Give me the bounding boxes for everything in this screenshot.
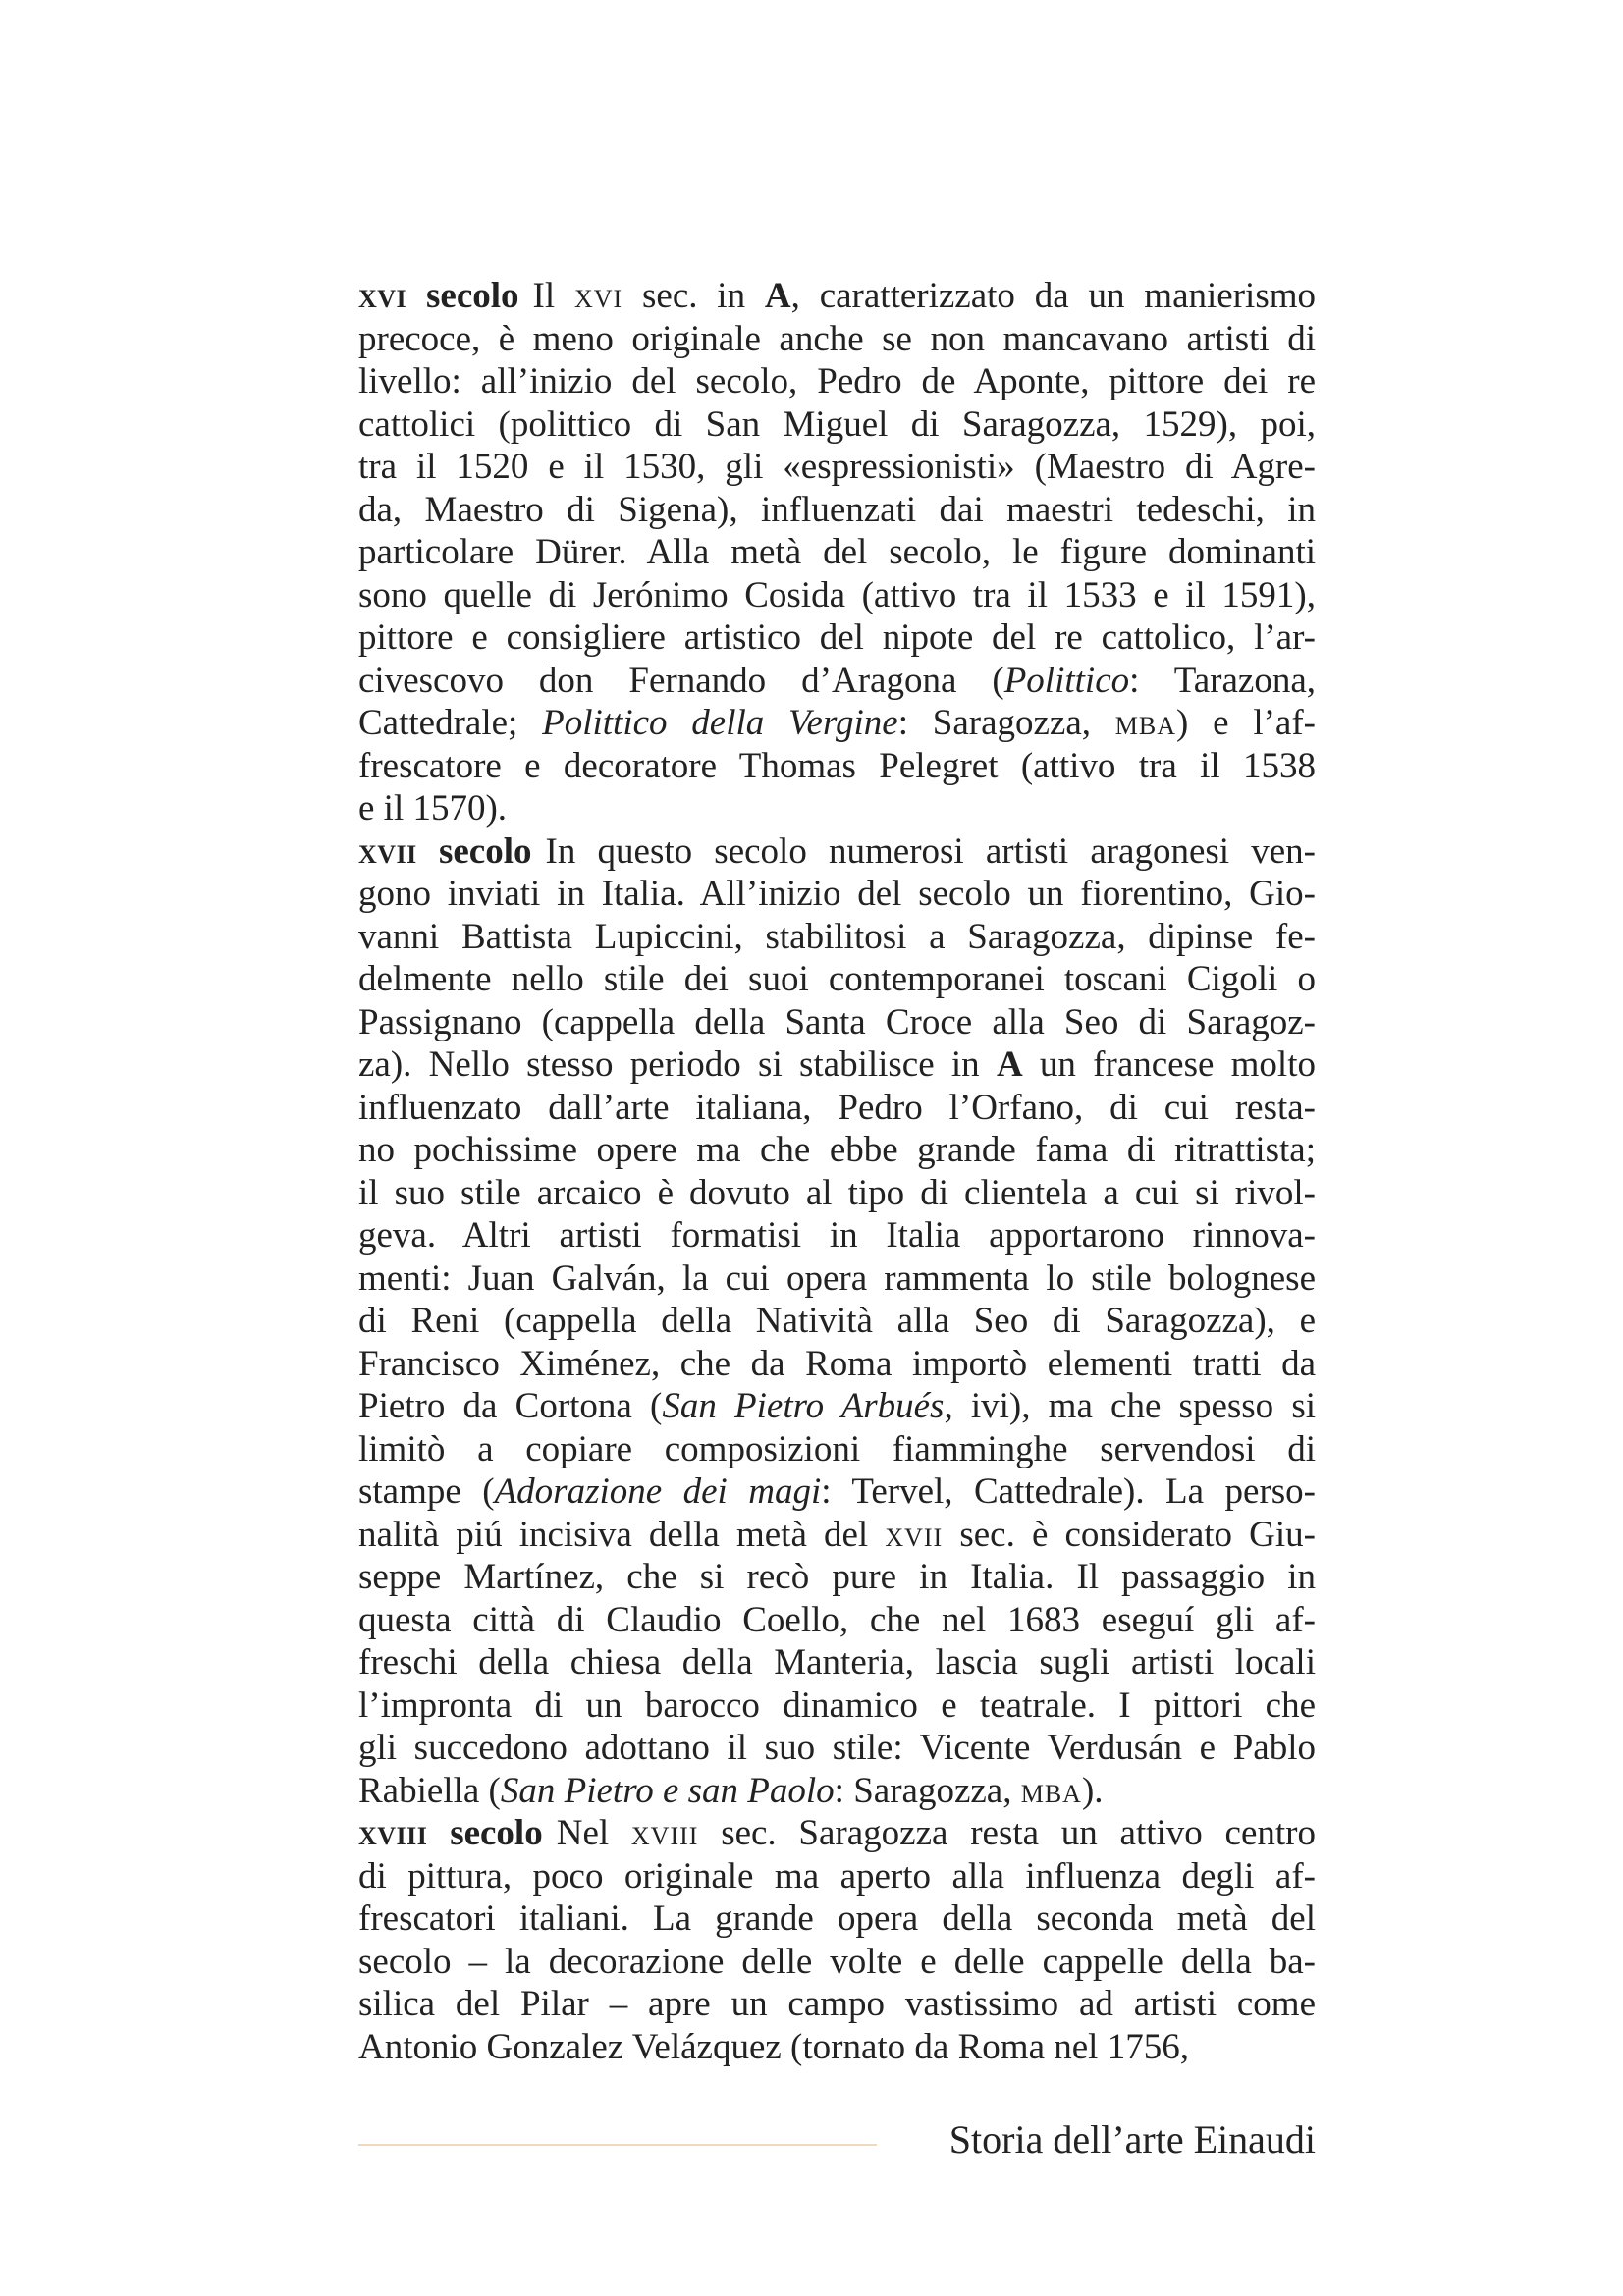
section-heading bbox=[358, 1813, 543, 1853]
footer-title: Storia dell’arte Einaudi bbox=[948, 2117, 1316, 2162]
text-run: freschi della chiesa della Manteria, lascia sugli artisti locali bbox=[358, 1642, 1316, 1682]
text-run: influenzato dall’arte italiana, Pedro l’Orfano, di cui resta- bbox=[358, 1087, 1316, 1128]
section-2 bbox=[358, 830, 1316, 1813]
text-run: Francisco Ximénez, che da Roma importò elementi tratti da bbox=[358, 1343, 1316, 1384]
text-run: Antonio Gonzalez Velázquez (tornato da Roma nel 1756, bbox=[358, 2026, 1189, 2067]
text-run: di Reni (cappella della Natività alla Seo di Saragozza), e bbox=[358, 1301, 1316, 1341]
text-line bbox=[358, 403, 1316, 447]
text-run: San Pietro e san Paolo bbox=[500, 1770, 835, 1811]
text-run: Polittico bbox=[1003, 660, 1130, 701]
heading-century: xvi bbox=[358, 276, 407, 316]
text-run: In questo secolo numerosi artisti aragonesi ven- bbox=[545, 830, 1317, 872]
text-run: Il bbox=[532, 276, 574, 316]
text-run: no pochissime opere ma che ebbe grande fama di ritrattista; bbox=[358, 1130, 1316, 1170]
text-run: precoce, è meno originale anche se non mancavano artisti di bbox=[358, 318, 1316, 359]
text-run: ) e l’af- bbox=[1176, 703, 1317, 743]
text-run: sec. in bbox=[622, 276, 765, 316]
text-line bbox=[358, 1684, 1316, 1728]
text-run: Rabiella ( bbox=[358, 1770, 501, 1811]
text-line bbox=[358, 1087, 1316, 1130]
text-line bbox=[358, 531, 1316, 574]
text-line bbox=[358, 1641, 1316, 1684]
text-run: sono quelle di Jerónimo Cosida (attivo tra il 1533 e il 1591), bbox=[358, 574, 1316, 615]
text-run: za). Nello stesso periodo si stabilisce in bbox=[358, 1044, 997, 1085]
text-run: ). bbox=[1081, 1770, 1104, 1811]
text-run: l’impronta di un barocco dinamico e teatrale. I pittori che bbox=[358, 1684, 1316, 1726]
text-line bbox=[358, 318, 1316, 361]
text-run: un francese molto bbox=[1022, 1044, 1316, 1085]
text-run: seppe Martínez, che si recò pure in Italia. Il passaggio in bbox=[358, 1557, 1316, 1597]
text-run: limitò a copiare composizioni fiamminghe servendosi di bbox=[358, 1428, 1316, 1469]
text-line bbox=[358, 1727, 1316, 1770]
text-run: mba bbox=[1114, 703, 1177, 743]
text-run: vanni Battista Lupiccini, stabilitosi a Saragozza, dipinse fe- bbox=[358, 916, 1316, 957]
text-line bbox=[358, 1172, 1316, 1215]
text-line bbox=[358, 1043, 1316, 1087]
text-run: gli succedono adottano il suo stile: Vicente Verdusán e Pablo bbox=[358, 1728, 1316, 1768]
text-line bbox=[358, 1514, 1316, 1557]
text-run: pittore e consigliere artistico del nipote del re cattolico, l’ar- bbox=[358, 617, 1316, 658]
text-run: frescatori italiani. La grande opera della seconda metà del bbox=[358, 1898, 1316, 1939]
text-run: civescovo don Fernando d’Aragona ( bbox=[358, 660, 1004, 701]
text-line bbox=[358, 489, 1316, 532]
text-run: sec. Saragozza resta un attivo centro bbox=[698, 1813, 1317, 1853]
text-line bbox=[358, 958, 1316, 1001]
text-run: xvi bbox=[573, 276, 623, 316]
text-line bbox=[358, 1897, 1316, 1941]
text-line bbox=[358, 1129, 1316, 1172]
text-run: stampe ( bbox=[358, 1471, 495, 1512]
text-run: xviii bbox=[630, 1813, 699, 1853]
text-run: xvii bbox=[885, 1514, 944, 1555]
text-run: Cattedrale; bbox=[358, 703, 543, 743]
text-run: geva. Altri artisti formatisi in Italia apportarono rinnova- bbox=[358, 1215, 1316, 1255]
text-line bbox=[358, 745, 1316, 788]
heading-word: secolo bbox=[450, 1813, 543, 1853]
text-run: Polittico della Vergine bbox=[542, 703, 898, 743]
text-run: , caratterizzato da un manierismo bbox=[790, 276, 1316, 316]
text-run: questa città di Claudio Coello, che nel 1683 eseguí gli af- bbox=[358, 1599, 1316, 1640]
text-run: : Tervel, Cattedrale). La perso- bbox=[821, 1471, 1316, 1512]
footer-rule bbox=[358, 2144, 877, 2146]
text-line bbox=[358, 616, 1316, 660]
heading-word: secolo bbox=[426, 276, 519, 316]
text-run: particolare Dürer. Alla metà del secolo, le figure dominanti bbox=[358, 532, 1316, 572]
text-line bbox=[358, 574, 1316, 617]
text-run: menti: Juan Galván, la cui opera rammenta lo stile bolognese bbox=[358, 1257, 1316, 1299]
text-run: Adorazione dei magi bbox=[494, 1471, 822, 1512]
text-line bbox=[358, 1941, 1316, 1984]
text-run: livello: all’inizio del secolo, Pedro de Aponte, pittore dei re bbox=[358, 361, 1316, 401]
text-line bbox=[358, 1343, 1316, 1386]
text-line bbox=[358, 2026, 1316, 2069]
text-line bbox=[358, 1983, 1316, 2026]
text-run: A bbox=[764, 276, 791, 316]
text-run: A bbox=[996, 1044, 1023, 1085]
text-run: cattolici (polittico di San Miguel di Saragozza, 1529), poi, bbox=[358, 403, 1316, 445]
text-line bbox=[358, 830, 1316, 874]
text-line bbox=[358, 1001, 1316, 1044]
text-run: mba bbox=[1020, 1770, 1082, 1811]
text-run: frescatore e decoratore Thomas Pelegret (attivo tra il 1538 bbox=[358, 745, 1316, 786]
text-run: : Saragozza, bbox=[834, 1770, 1021, 1811]
text-line bbox=[358, 446, 1316, 489]
text-line bbox=[358, 1470, 1316, 1514]
text-line bbox=[358, 1214, 1316, 1257]
text-line bbox=[358, 873, 1316, 916]
text-line bbox=[358, 1428, 1316, 1471]
text-line bbox=[358, 1257, 1316, 1301]
text-run: di pittura, poco originale ma aperto alla influenza degli af- bbox=[358, 1855, 1316, 1896]
text-run: Pietro da Cortona ( bbox=[358, 1386, 663, 1426]
text-line bbox=[358, 1556, 1316, 1599]
text-run: Passignano (cappella della Santa Croce alla Seo di Saragoz- bbox=[358, 1001, 1316, 1042]
text-line bbox=[358, 916, 1316, 959]
text-line bbox=[358, 1300, 1316, 1343]
text-run: delmente nello stile dei suoi contemporanei toscani Cigoli o bbox=[358, 959, 1316, 999]
text-run: gono inviati in Italia. All’inizio del secolo un fiorentino, Gio- bbox=[358, 874, 1316, 914]
text-run: secolo – la decorazione delle volte e delle cappelle della ba- bbox=[358, 1941, 1316, 1982]
text-run: silica del Pilar – apre un campo vastissimo ad artisti come bbox=[358, 1984, 1316, 2024]
section-heading bbox=[358, 276, 519, 316]
text-line bbox=[358, 360, 1316, 403]
text-column bbox=[358, 275, 1316, 2068]
text-line bbox=[358, 702, 1316, 745]
section-3 bbox=[358, 1812, 1316, 2068]
text-run: : Tarazona, bbox=[1129, 660, 1317, 701]
text-run: Nel bbox=[556, 1813, 631, 1853]
text-line bbox=[358, 660, 1316, 703]
text-line bbox=[358, 1812, 1316, 1855]
heading-century: xviii bbox=[358, 1813, 428, 1853]
text-line bbox=[358, 787, 1316, 830]
section-heading bbox=[358, 831, 532, 872]
text-run: il suo stile arcaico è dovuto al tipo di clientela a cui si rivol- bbox=[358, 1172, 1316, 1213]
text-line bbox=[358, 1599, 1316, 1642]
text-run: San Pietro Arbués bbox=[662, 1386, 945, 1426]
text-line bbox=[358, 1855, 1316, 1898]
text-run: e il 1570). bbox=[358, 788, 508, 828]
text-line bbox=[358, 1770, 1316, 1813]
section-1 bbox=[358, 275, 1316, 830]
text-run: da, Maestro di Sigena), influenzati dai maestri tedeschi, in bbox=[358, 489, 1316, 530]
text-run: , ivi), ma che spesso si bbox=[944, 1386, 1317, 1426]
text-line bbox=[358, 1385, 1316, 1428]
heading-word: secolo bbox=[438, 830, 532, 872]
text-run: sec. è considerato Giu- bbox=[943, 1514, 1316, 1555]
heading-century: xvii bbox=[358, 830, 417, 872]
text-line bbox=[358, 275, 1316, 318]
text-run: tra il 1520 e il 1530, gli «espressionisti» (Maestro di Agre- bbox=[358, 447, 1316, 487]
text-run: : Saragozza, bbox=[897, 703, 1115, 743]
text-run: nalità piú incisiva della metà del bbox=[358, 1514, 886, 1555]
